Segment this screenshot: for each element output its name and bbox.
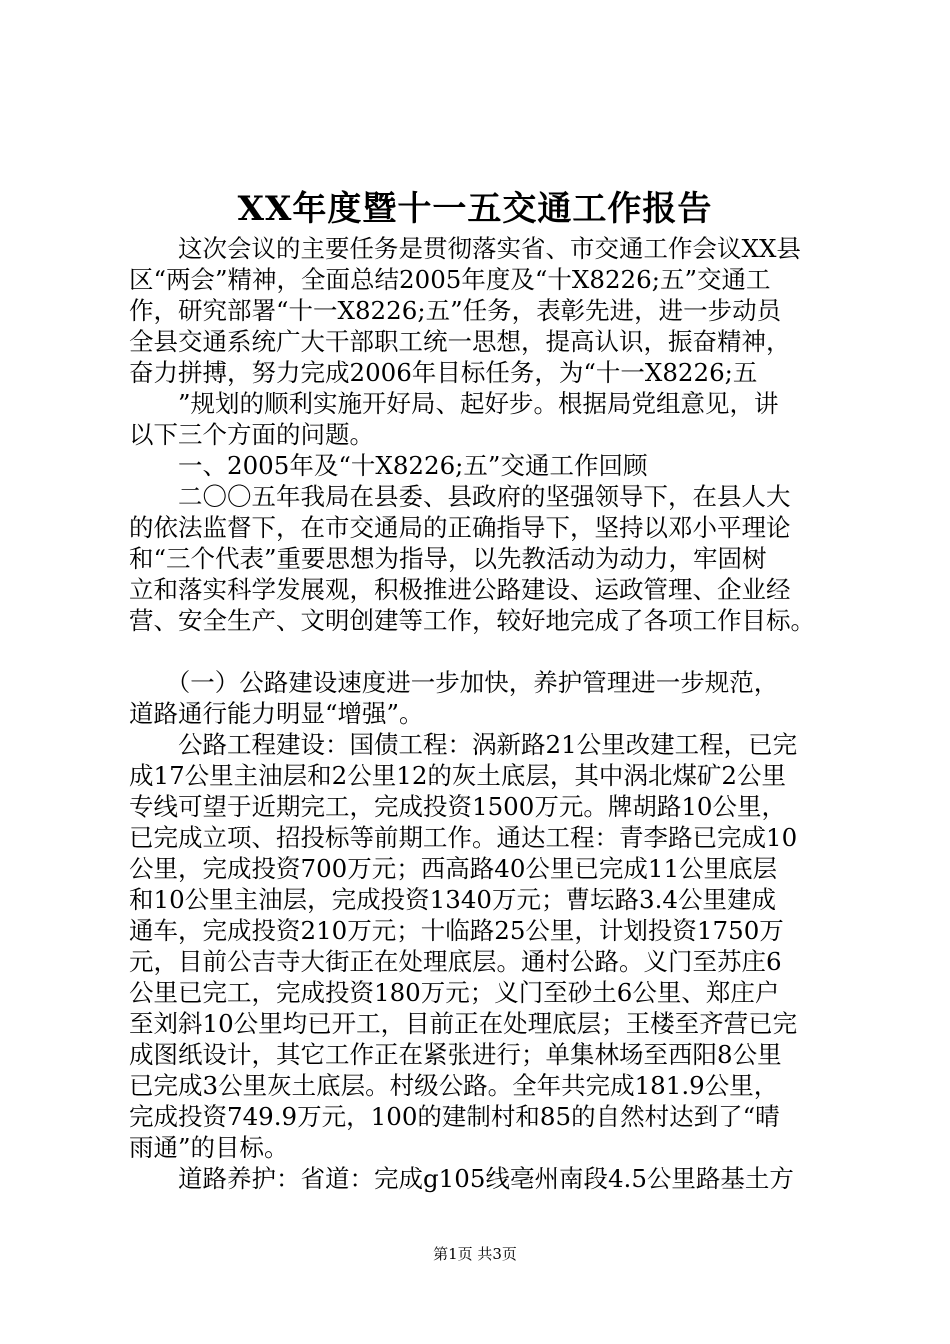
blank-line: [129, 636, 849, 667]
text-line: 已完成立项、招投标等前期工作。通达工程：青李路已完成10: [129, 823, 798, 852]
text-line: 通车，完成投资210万元；十临路25公里，计划投资1750万: [129, 916, 784, 945]
text-line: 专线可望于近期完工，完成投资1500万元。牌胡路10公里，: [129, 792, 787, 821]
page-footer: 第1页 共3页: [433, 1245, 517, 1263]
text-line: 至刘斜10公里均已开工，目前正在处理底层；王楼至齐营已完: [129, 1009, 798, 1038]
subsection-heading: （一）公路建设速度进一步加快，养护管理进一步规范，: [129, 668, 779, 697]
text-line: 全县交通系统广大干部职工统一思想，提高认识，振奋精神，: [129, 327, 791, 356]
text-line: 成17公里主油层和2公里12的灰土底层，其中涡北煤矿2公里: [129, 761, 787, 790]
text-line: 公里已完工，完成投资180万元；义门至砂土6公里、郑庄户: [129, 978, 780, 1007]
text-line: 和10公里主油层，完成投资1340万元；曹坛路3.4公里建成: [129, 885, 776, 914]
text-line: 已完成3公里灰土底层。村级公路。全年共完成181.9公里，: [129, 1071, 779, 1100]
text-line: 完成投资749.9万元，100的建制村和85的自然村达到了“晴: [129, 1102, 780, 1131]
text-line: 公里，完成投资700万元；西高路40公里已完成11公里底层: [129, 854, 778, 883]
page-title: XX年度暨十一五交通工作报告: [237, 189, 713, 229]
text-line: 二〇〇五年我局在县委、县政府的坚强领导下，在县人大: [129, 482, 791, 511]
text-line: 区“两会”精神，全面总结2005年度及“十X8226;五”交通工: [129, 265, 771, 294]
text-line: 公路工程建设：国债工程：涡新路21公里改建工程，已完: [129, 730, 798, 759]
text-line: ”规划的顺利实施开好局、起好步。根据局党组意见，讲: [129, 389, 779, 418]
text-line: 成图纸设计，其它工作正在紧张进行；单集林场至西阳8公里: [129, 1040, 782, 1069]
section-heading: 一、2005年及“十X8226;五”交通工作回顾: [129, 451, 648, 480]
text-line: 立和落实科学发展观，积极推进公路建设、运政管理、企业经: [129, 575, 791, 604]
text-line: 的依法监督下，在市交通局的正确指导下，坚持以邓小平理论: [129, 513, 791, 542]
text-line: 以下三个方面的问题。: [129, 420, 374, 449]
text-line: 作，研究部署“十一X8226;五”任务，表彰先进，进一步动员: [129, 296, 782, 325]
text-line: 奋力拼搏，努力完成2006年目标任务，为“十一X8226;五: [129, 358, 758, 387]
text-line: 营、安全生产、文明创建等工作，较好地完成了各项工作目标。: [129, 606, 815, 635]
text-line: 道路养护：省道：完成g105线亳州南段4.5公里路基土方: [129, 1164, 794, 1193]
text-line: 和“三个代表”重要思想为指导，以先教活动为动力，牢固树: [129, 544, 767, 573]
text-line: 雨通”的目标。: [129, 1133, 289, 1162]
document-body: [129, 233, 849, 1194]
text-line: 道路通行能力明显“增强”。: [129, 699, 424, 728]
text-line: 元，目前公吉寺大街正在处理底层。通村公路。义门至苏庄6: [129, 947, 782, 976]
text-line: 这次会议的主要任务是贯彻落实省、市交通工作会议XX县: [129, 234, 801, 263]
